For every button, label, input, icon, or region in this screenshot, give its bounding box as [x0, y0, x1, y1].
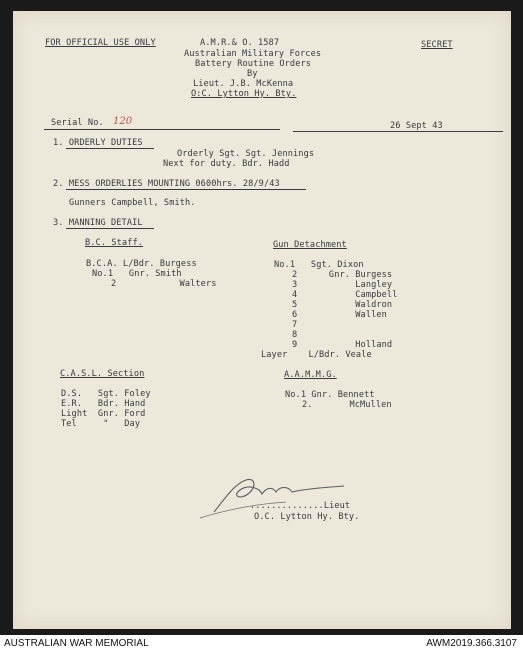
- bc-staff-row: B.C.A. L/Bdr. Burgess: [86, 259, 197, 269]
- footer-source: AUSTRALIAN WAR MEMORIAL: [4, 638, 149, 649]
- official-use-label: FOR OFFICIAL USE ONLY: [45, 38, 156, 48]
- section1-underline: [66, 148, 154, 149]
- gun-detachment-row: 6 Wallen: [292, 310, 387, 320]
- amr-reference: A.M.R.& O. 1587: [200, 38, 280, 48]
- bc-staff-row: No.1 Gnr. Smith: [92, 269, 182, 279]
- footer-bar: [0, 635, 523, 653]
- gun-detachment-row: 7: [292, 320, 298, 330]
- gun-detachment-row: 5 Waldron: [292, 300, 393, 310]
- bc-staff-row: 2 Walters: [111, 279, 217, 289]
- document-page: [13, 11, 511, 629]
- gun-detachment-title: Gun Detachment: [273, 240, 347, 250]
- serial-label: Serial No.: [51, 118, 104, 128]
- header-orders: Battery Routine Orders: [195, 59, 312, 69]
- section3-title: 3. MANNING DETAIL: [53, 218, 143, 228]
- header-officer: Lieut. J.B. McKenna: [193, 79, 294, 89]
- mess-gunners: Gunners Campbell, Smith.: [69, 198, 196, 208]
- section2-title: 2. MESS ORDERLIES MOUNTING 0600hrs. 28/9/43: [53, 179, 280, 189]
- gun-detachment-layer: Layer L/Bdr. Veale: [261, 350, 372, 360]
- footer-accession: AWM2019.366.3107: [426, 638, 517, 649]
- aammg-row: 2. McMullen: [302, 400, 392, 410]
- header-forces: Australian Military Forces: [184, 49, 322, 59]
- gun-detachment-row: No.1 Sgt. Dixon: [274, 260, 364, 270]
- section1-title: 1. ORDERLY DUTIES: [53, 138, 143, 148]
- casl-row: D.S. Sgt. Foley: [61, 389, 151, 399]
- gun-detachment-row: 2 Gnr. Burgess: [292, 270, 393, 280]
- section3-underline: [66, 228, 154, 229]
- signature-lieut: ..............Lieut: [250, 501, 351, 511]
- casl-row: Tel " Day: [61, 419, 141, 429]
- gun-detachment-row: 8: [292, 330, 298, 340]
- bc-staff-title: B.C. Staff.: [85, 238, 144, 248]
- gun-detachment-row: 4 Campbell: [292, 290, 398, 300]
- casl-section-title: C.A.S.L. Section: [60, 369, 145, 379]
- serial-rule: [44, 129, 280, 130]
- gun-detachment-row: 9 Holland: [292, 340, 393, 350]
- casl-row: E.R. Bdr. Hand: [61, 399, 146, 409]
- orderly-sergeant: Orderly Sgt. Sgt. Jennings: [177, 149, 315, 159]
- header-by: By: [247, 69, 258, 79]
- casl-row: Light Gnr. Ford: [61, 409, 146, 419]
- gun-detachment-row: 3 Langley: [292, 280, 393, 290]
- secret-label: SECRET: [421, 40, 453, 50]
- section2-underline: [66, 189, 306, 190]
- aammg-row: No.1 Gnr. Bennett: [285, 390, 375, 400]
- header-unit: O:C. Lytton Hy. Bty.: [191, 89, 297, 99]
- serial-number: 120: [113, 116, 133, 127]
- next-for-duty: Next for duty. Bdr. Hadd: [163, 159, 290, 169]
- order-date: 26 Sept 43: [390, 121, 443, 131]
- date-rule: [293, 131, 503, 132]
- signature-unit: O.C. Lytton Hy. Bty.: [254, 512, 360, 522]
- aammg-title: A.A.M.M.G.: [284, 370, 337, 380]
